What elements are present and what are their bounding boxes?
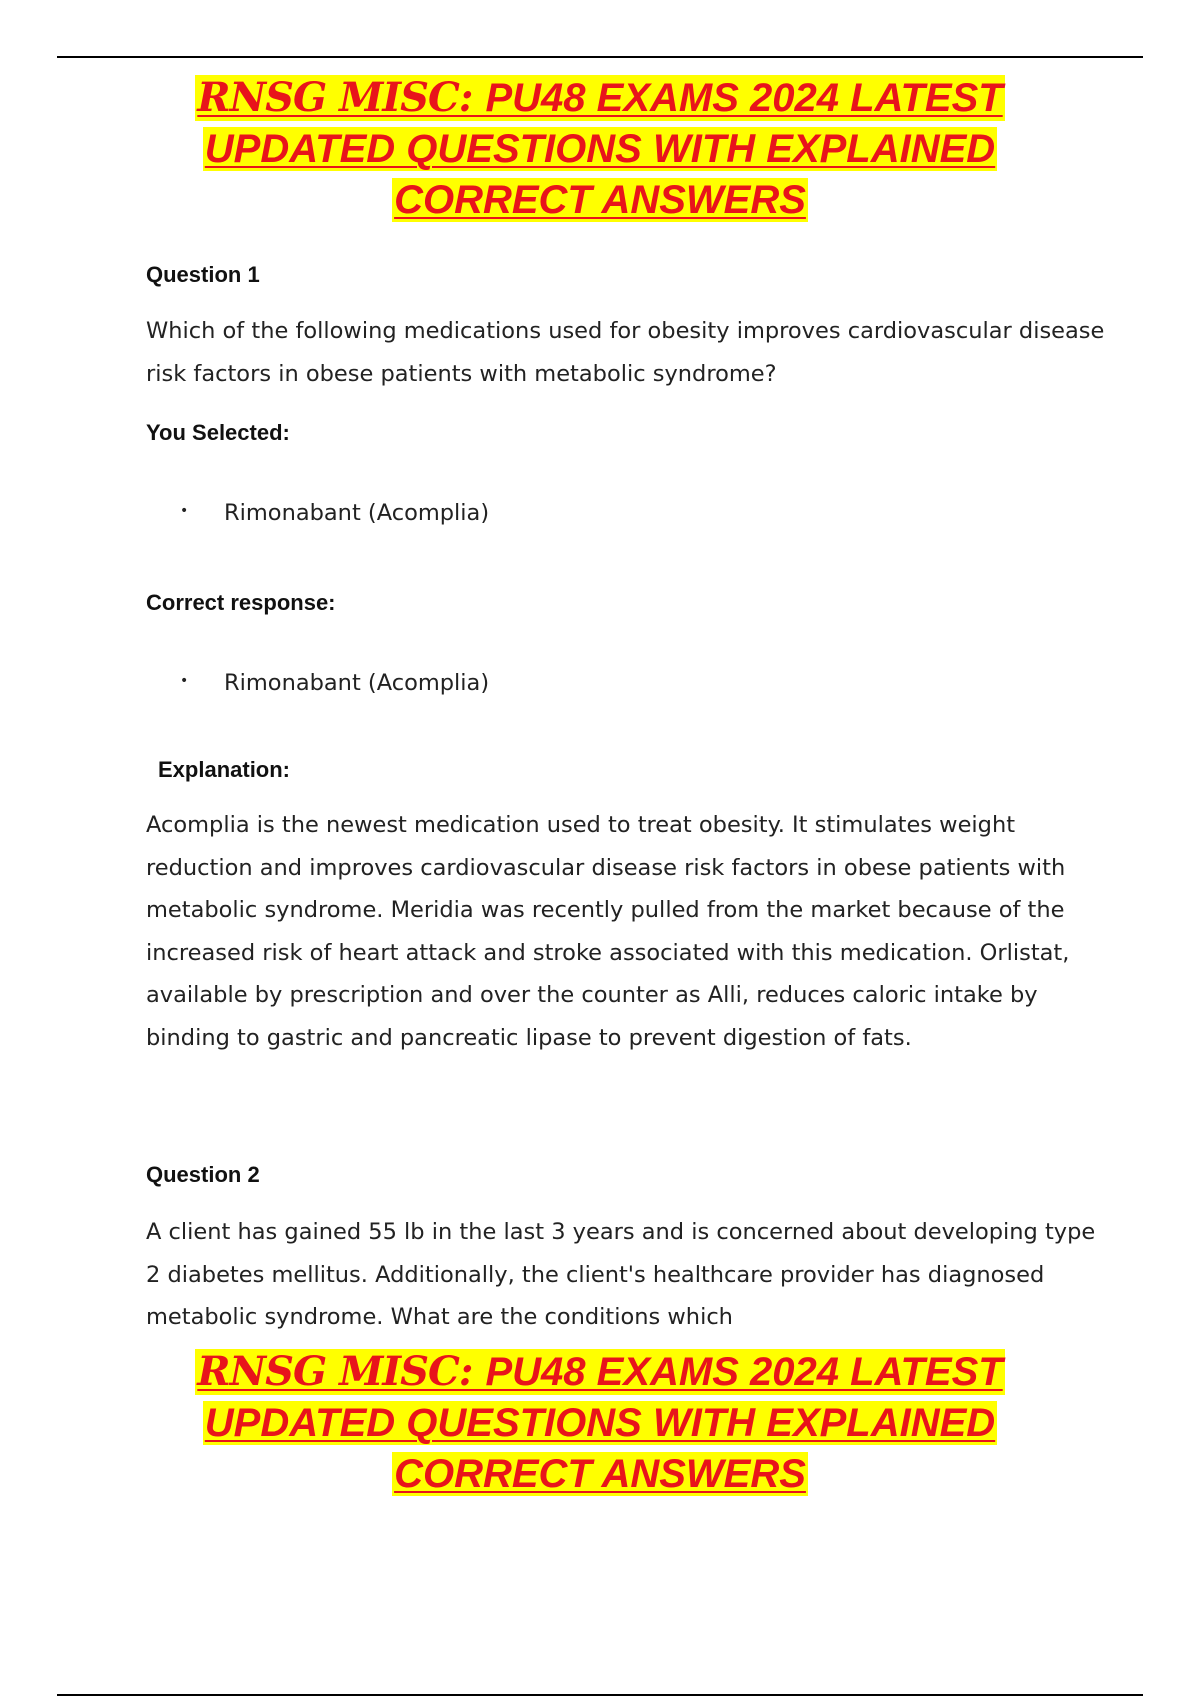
selected-answer-item: [180, 500, 489, 526]
bottom-rule: [57, 1694, 1143, 1696]
correct-answer-text: Rimonabant (Acomplia): [224, 670, 490, 696]
document-title-banner-top: [0, 72, 1200, 226]
bullet-icon: •: [180, 503, 189, 519]
title-line2: UPDATED QUESTIONS WITH EXPLAINED: [204, 127, 996, 171]
you-selected-label: You Selected:: [146, 420, 290, 445]
question-2-text: A client has gained 55 lb in the last 3 years and is concerned about developing type 2 diabetes mellitus. Additionally, the client's healthcare provider has diagnosed metabolic syndrome. What are the conditions which: [146, 1219, 1096, 1330]
correct-answer-item: [180, 670, 489, 696]
question-2-heading: Question 2: [146, 1162, 260, 1187]
question-1-heading: Question 1: [146, 262, 260, 287]
selected-answer-text: Rimonabant (Acomplia): [224, 500, 490, 526]
title-line1-rest: PU48 EXAMS 2024 LATEST: [485, 1350, 1003, 1394]
title-line1-prefix: RNSG MISC:: [197, 74, 486, 121]
explanation-text: Acomplia is the newest medication used to treat obesity. It stimulates weight reduction and improves cardiovascular disease risk factors in obese patients with metabolic syndrome. Meridia was recently pulled from the market because of the increased risk of heart attack and stroke associated with this medication. Orlistat, available by prescription and over the counter as Alli, reduces caloric intake by binding to gastric and pancreatic lipase to prevent digestion of fats.: [146, 812, 1070, 1051]
question-1-text: Which of the following medications used for obesity improves cardiovascular disease risk factors in obese patients with metabolic syndrome?: [146, 318, 1105, 387]
top-rule: [57, 56, 1143, 58]
explanation-label: Explanation:: [158, 757, 291, 782]
title-line2: UPDATED QUESTIONS WITH EXPLAINED: [204, 1401, 996, 1445]
correct-response-label: Correct response:: [146, 590, 336, 615]
title-line3: CORRECT ANSWERS: [394, 178, 806, 222]
title-line1-rest: PU48 EXAMS 2024 LATEST: [485, 76, 1003, 120]
document-title-banner-bottom: [0, 1346, 1200, 1500]
title-line1-prefix: RNSG MISC:: [197, 1348, 486, 1395]
bullet-icon: •: [180, 673, 189, 689]
title-line3: CORRECT ANSWERS: [394, 1452, 806, 1496]
